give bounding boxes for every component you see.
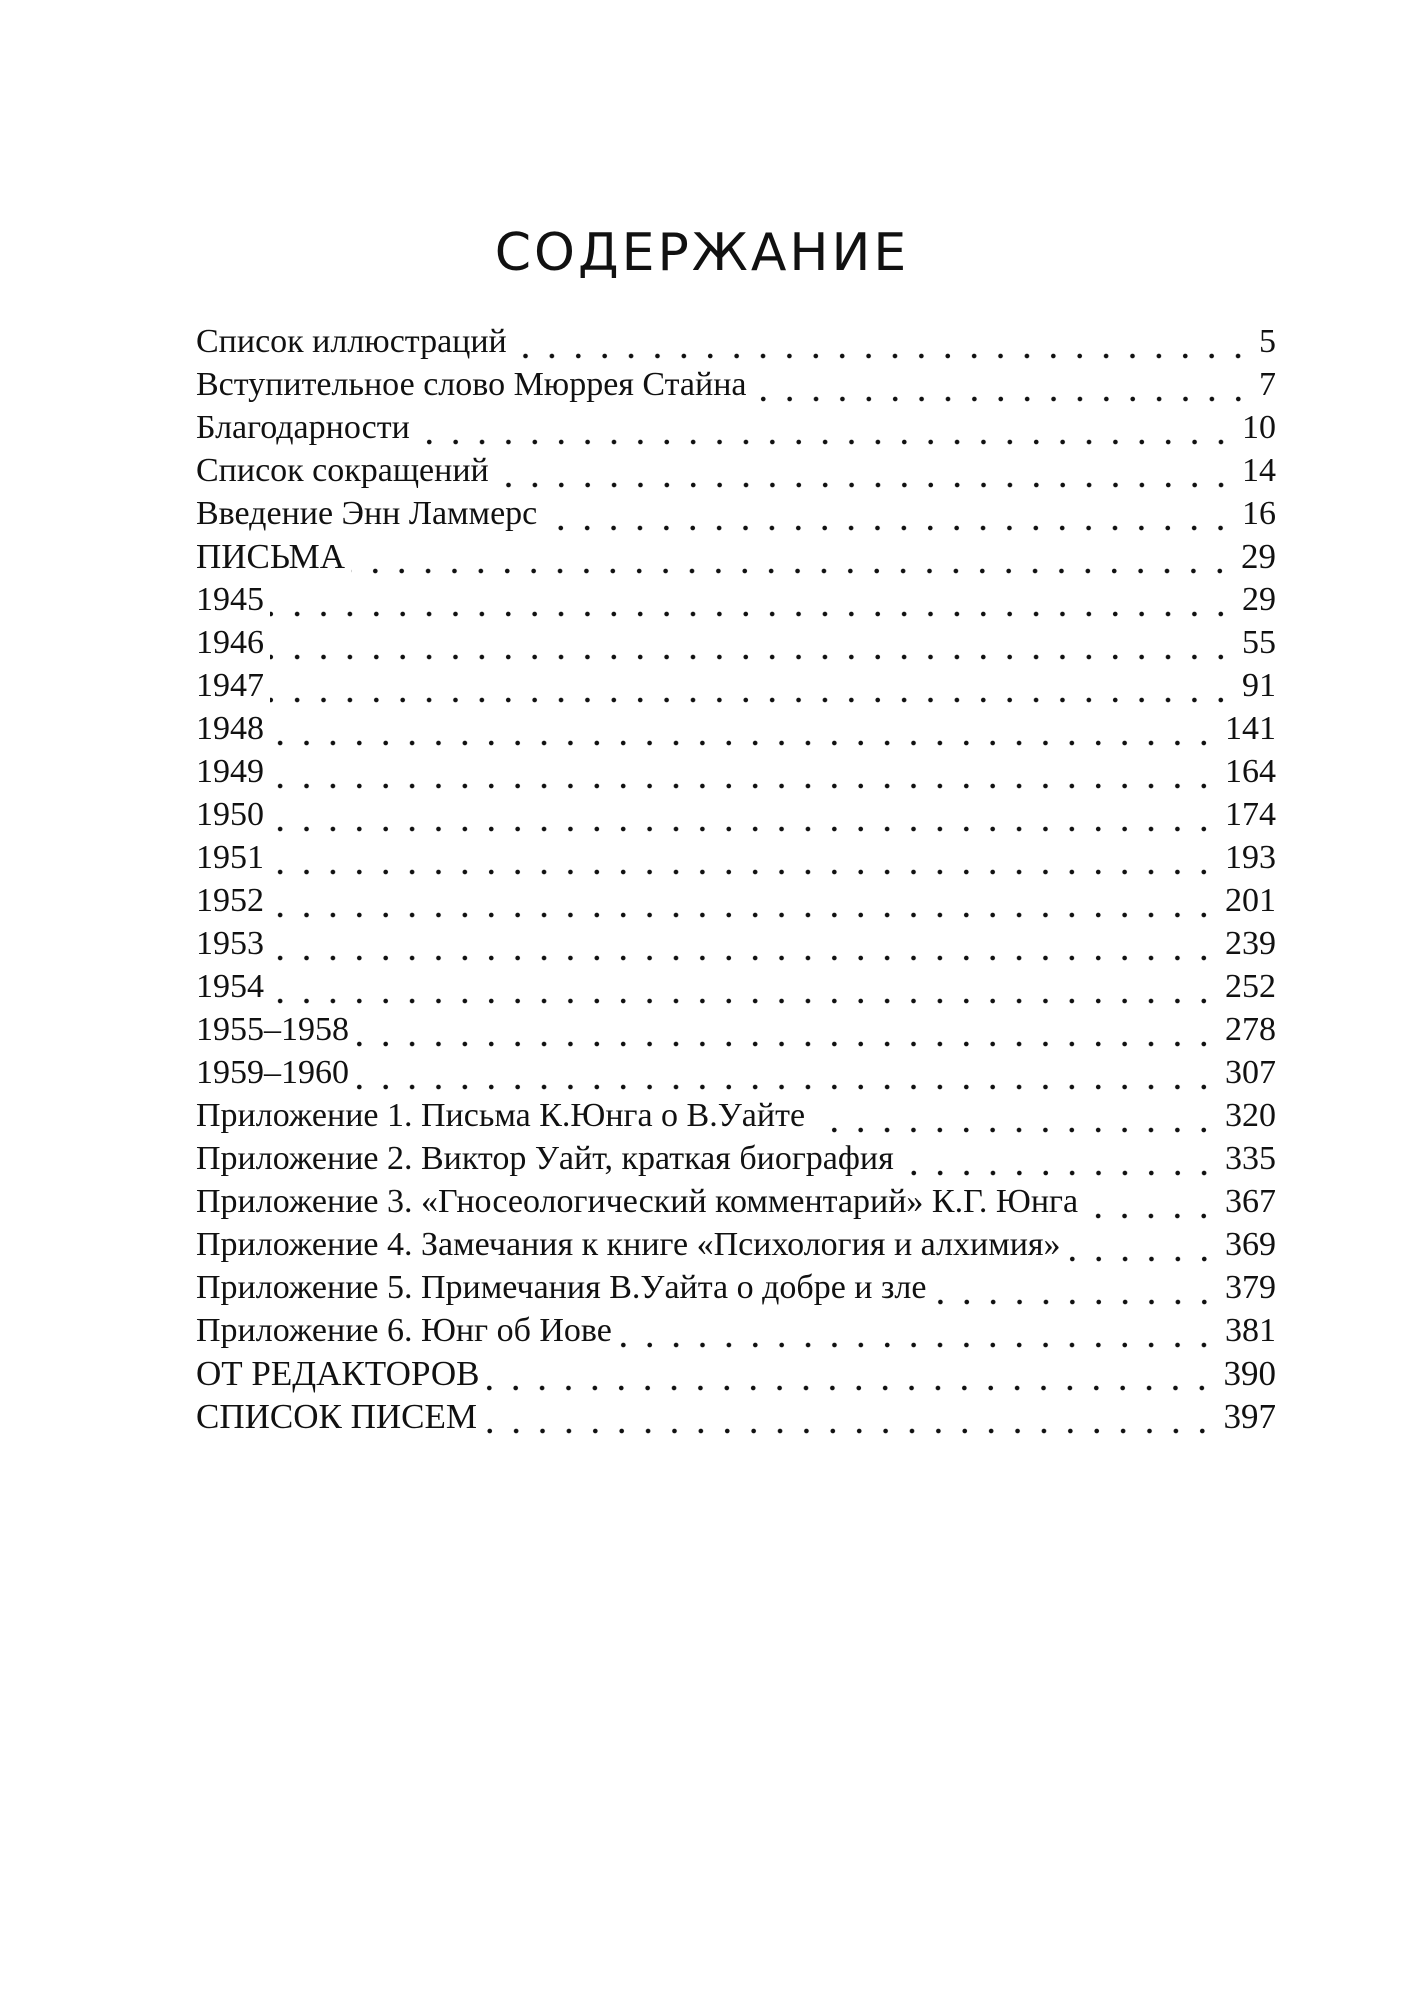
toc-entry-label: Благодарности bbox=[196, 409, 410, 446]
toc-entry-label: 1959–1960 bbox=[196, 1054, 349, 1091]
toc-entry-page-number: 390 bbox=[1223, 1354, 1276, 1393]
dot-leader bbox=[1084, 1180, 1217, 1223]
toc-entry bbox=[196, 1266, 1276, 1309]
toc-entry-label: ПИСЬМА bbox=[196, 537, 345, 576]
dot-leader bbox=[270, 707, 1217, 750]
dot-leader bbox=[900, 1137, 1217, 1180]
toc-entry-label: 1951 bbox=[196, 839, 264, 876]
dot-leader bbox=[270, 922, 1217, 965]
toc-entry bbox=[196, 320, 1276, 363]
dot-leader bbox=[270, 578, 1234, 621]
dot-leader bbox=[270, 621, 1234, 664]
toc-entry-page-number: 5 bbox=[1259, 323, 1276, 360]
toc-entry-page-number: 141 bbox=[1225, 710, 1276, 747]
toc-entry-page-number: 369 bbox=[1225, 1226, 1276, 1263]
dot-leader bbox=[270, 750, 1217, 793]
toc-entry-label: 1950 bbox=[196, 796, 264, 833]
toc-entry-page-number: 7 bbox=[1259, 366, 1276, 403]
toc-entry-label: Список сокращений bbox=[196, 452, 489, 489]
toc-entry-label: 1955–1958 bbox=[196, 1011, 349, 1048]
toc-entry bbox=[196, 965, 1276, 1008]
toc-entry-label: СПИСОК ПИСЕМ bbox=[196, 1397, 478, 1436]
dot-leader bbox=[933, 1266, 1218, 1309]
toc-entry bbox=[196, 707, 1276, 750]
toc-entry bbox=[196, 836, 1276, 879]
toc-entry-label: 1954 bbox=[196, 968, 264, 1005]
toc-entry bbox=[196, 1309, 1276, 1352]
dot-leader bbox=[513, 320, 1251, 363]
toc-entry bbox=[196, 1008, 1276, 1051]
toc-entry-page-number: 397 bbox=[1223, 1397, 1276, 1436]
toc-entry bbox=[196, 750, 1276, 793]
toc-entry-page-number: 367 bbox=[1225, 1183, 1276, 1220]
dot-leader bbox=[811, 1094, 1217, 1137]
toc-entry-label: Приложение 5. Примечания В.Уайта о добре и зле bbox=[196, 1269, 927, 1306]
toc-entry bbox=[196, 621, 1276, 664]
toc-entry-page-number: 55 bbox=[1242, 624, 1276, 661]
toc-entry-page-number: 320 bbox=[1225, 1097, 1276, 1134]
dot-leader bbox=[270, 836, 1217, 879]
toc-entry-label: Приложение 4. Замечания к книге «Психология и алхимия» bbox=[196, 1226, 1061, 1263]
toc-entry bbox=[196, 1395, 1276, 1438]
toc-entry-page-number: 164 bbox=[1225, 753, 1276, 790]
toc-entry-page-number: 307 bbox=[1225, 1054, 1276, 1091]
dot-leader bbox=[483, 1395, 1215, 1438]
dot-leader bbox=[1067, 1223, 1217, 1266]
toc-entry bbox=[196, 535, 1276, 578]
toc-entry-label: 1952 bbox=[196, 882, 264, 919]
toc-entry-page-number: 193 bbox=[1225, 839, 1276, 876]
dot-leader bbox=[355, 1008, 1217, 1051]
toc-entry-page-number: 381 bbox=[1225, 1312, 1276, 1349]
dot-leader bbox=[355, 1051, 1217, 1094]
toc-entry-label: Приложение 2. Виктор Уайт, краткая биография bbox=[196, 1140, 894, 1177]
toc-entry-page-number: 335 bbox=[1225, 1140, 1276, 1177]
dot-leader bbox=[416, 406, 1234, 449]
toc-entry bbox=[196, 1094, 1276, 1137]
toc-entry-page-number: 239 bbox=[1225, 925, 1276, 962]
dot-leader bbox=[485, 1352, 1215, 1395]
dot-leader bbox=[270, 879, 1217, 922]
toc-entry-label: 1946 bbox=[196, 624, 264, 661]
toc-entry-label: ОТ РЕДАКТОРОВ bbox=[196, 1354, 480, 1393]
toc-entry-page-number: 278 bbox=[1225, 1011, 1276, 1048]
toc-entry-label: Список иллюстраций bbox=[196, 323, 507, 360]
toc-entry bbox=[196, 664, 1276, 707]
dot-leader bbox=[618, 1309, 1217, 1352]
toc-entry-page-number: 201 bbox=[1225, 882, 1276, 919]
dot-leader bbox=[270, 664, 1234, 707]
toc-entry bbox=[196, 406, 1276, 449]
page-title: СОДЕРЖАНИЕ bbox=[494, 223, 910, 283]
toc-entry bbox=[196, 922, 1276, 965]
toc-entry bbox=[196, 1051, 1276, 1094]
toc-entry-page-number: 10 bbox=[1242, 409, 1276, 446]
toc-entry-page-number: 29 bbox=[1242, 581, 1276, 618]
toc-entry-page-number: 91 bbox=[1242, 667, 1276, 704]
toc-entry-page-number: 174 bbox=[1225, 796, 1276, 833]
toc-entry-label: Приложение 1. Письма К.Юнга о В.Уайте bbox=[196, 1097, 806, 1134]
toc-entry-page-number: 29 bbox=[1241, 537, 1276, 576]
toc-entry-label: 1948 bbox=[196, 710, 264, 747]
toc-entry-page-number: 14 bbox=[1242, 452, 1276, 489]
toc-entry bbox=[196, 363, 1276, 406]
toc-entry bbox=[196, 449, 1276, 492]
dot-leader bbox=[270, 793, 1217, 836]
dot-leader bbox=[753, 363, 1251, 406]
dot-leader bbox=[495, 449, 1234, 492]
toc-entry-label: 1945 bbox=[196, 581, 264, 618]
toc-entry-label: 1949 bbox=[196, 753, 264, 790]
toc-entry bbox=[196, 879, 1276, 922]
toc-entry bbox=[196, 1180, 1276, 1223]
toc-entry-page-number: 16 bbox=[1242, 495, 1276, 532]
toc-entry bbox=[196, 492, 1276, 535]
table-of-contents bbox=[196, 320, 1276, 1438]
toc-entry-label: Вступительное слово Мюррея Стайна bbox=[196, 366, 747, 403]
toc-entry-label: Приложение 6. Юнг об Иове bbox=[196, 1312, 612, 1349]
toc-entry-page-number: 252 bbox=[1225, 968, 1276, 1005]
toc-entry-label: Приложение 3. «Гносеологический комментарий» К.Г. Юнга bbox=[196, 1183, 1079, 1220]
dot-leader bbox=[543, 492, 1234, 535]
toc-entry bbox=[196, 578, 1276, 621]
toc-entry bbox=[196, 793, 1276, 836]
dot-leader bbox=[270, 965, 1217, 1008]
toc-entry-label: 1953 bbox=[196, 925, 264, 962]
toc-entry bbox=[196, 1352, 1276, 1395]
toc-entry bbox=[196, 1137, 1276, 1180]
toc-entry-label: Введение Энн Ламмерс bbox=[196, 495, 538, 532]
dot-leader bbox=[351, 535, 1233, 578]
toc-entry bbox=[196, 1223, 1276, 1266]
toc-entry-page-number: 379 bbox=[1225, 1269, 1276, 1306]
toc-entry-label: 1947 bbox=[196, 667, 264, 704]
